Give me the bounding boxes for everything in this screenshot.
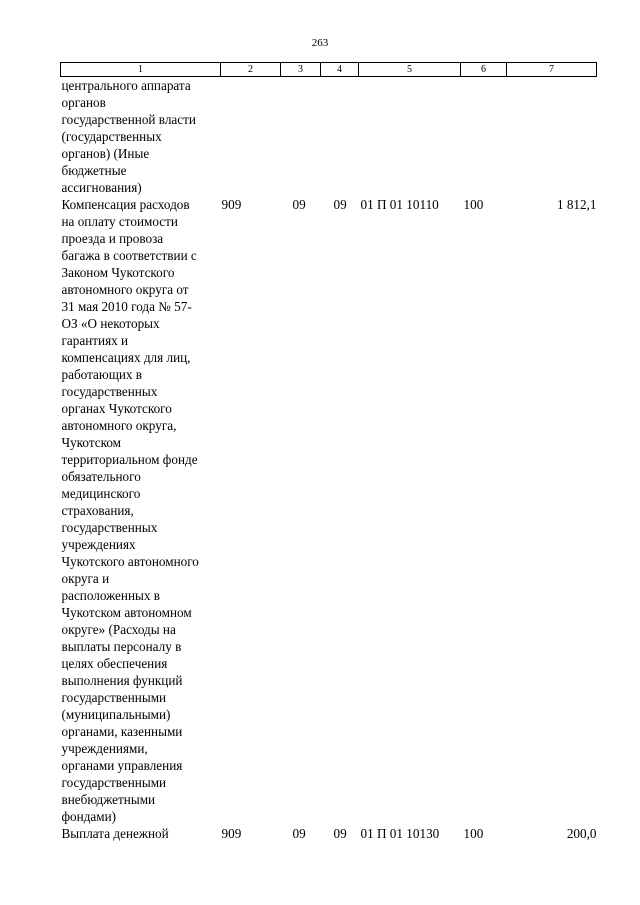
row-col-2 — [221, 77, 281, 197]
table-row — [61, 196, 597, 825]
name-line: органов) (Иные — [61, 146, 150, 161]
name-line: учреждениях — [61, 537, 136, 552]
row-col-3: 09 — [292, 197, 306, 212]
row-col-2: 909 — [221, 197, 242, 212]
name-line: органами, казенными — [61, 724, 183, 739]
name-line: государственными — [61, 775, 167, 790]
name-line: государственными — [61, 690, 167, 705]
budget-table — [60, 62, 597, 842]
row-col-4 — [321, 77, 359, 197]
table-row — [61, 825, 597, 842]
name-line: обязательного — [61, 469, 141, 484]
name-line: работающих в — [61, 367, 143, 382]
name-line: гарантиях и — [61, 333, 129, 348]
name-line: выполнения функций — [61, 673, 183, 688]
name-line: территориальном фонде — [61, 452, 198, 467]
header-col-4: 4 — [321, 63, 359, 77]
header-col-5: 5 — [359, 63, 461, 77]
name-line: государственной власти — [61, 112, 196, 127]
name-line: органах Чукотского — [61, 401, 172, 416]
row-col-3 — [281, 77, 321, 197]
name-line: (муниципальными) — [61, 707, 171, 722]
name-line: Законом Чукотского — [61, 265, 175, 280]
name-line: ОЗ «О некоторых — [61, 316, 160, 331]
name-line: бюджетные — [61, 163, 127, 178]
row-amount: 200,0 — [566, 826, 597, 841]
name-line: центрального аппарата — [61, 78, 191, 93]
header-col-6: 6 — [461, 63, 507, 77]
row-col-5 — [359, 77, 461, 197]
header-row — [61, 63, 597, 77]
name-line: медицинского — [61, 486, 141, 501]
name-line: на оплату стоимости — [61, 214, 178, 229]
row-amount — [507, 77, 597, 197]
name-line: проезда и провоза — [61, 231, 164, 246]
name-line: 31 мая 2010 года № 57- — [61, 299, 192, 314]
row-col-6: 100 — [463, 197, 484, 212]
name-line: органов — [61, 95, 106, 110]
name-line: Выплата денежной — [61, 826, 169, 841]
name-line: Компенсация расходов — [61, 197, 190, 212]
name-line: Чукотского автономного — [61, 554, 199, 569]
page-number: 263 — [311, 37, 329, 49]
name-line: государственных — [61, 384, 158, 399]
row-col-5: 01 П 01 10130 — [360, 826, 440, 841]
table-row — [61, 77, 597, 197]
row-col-3: 09 — [292, 826, 306, 841]
name-line: автономного округа, — [61, 418, 177, 433]
name-line: автономного округа от — [61, 282, 189, 297]
name-line: ассигнования) — [61, 180, 142, 195]
table-body — [61, 77, 597, 843]
row-name — [61, 825, 221, 842]
name-line: целях обеспечения — [61, 656, 168, 671]
header-col-1: 1 — [61, 63, 221, 77]
row-col-6: 100 — [463, 826, 484, 841]
name-line: (государственных — [61, 129, 162, 144]
name-line: Чукотском — [61, 435, 122, 450]
name-line: органами управления — [61, 758, 183, 773]
name-line: округе» (Расходы на — [61, 622, 176, 637]
name-line: багажа в соответствии с — [61, 248, 197, 263]
name-line: внебюджетными — [61, 792, 156, 807]
name-line: расположенных в — [61, 588, 161, 603]
name-line: учреждениями, — [61, 741, 148, 756]
header-col-3: 3 — [281, 63, 321, 77]
name-line: выплаты персоналу в — [61, 639, 182, 654]
row-col-4: 09 — [333, 826, 347, 841]
row-col-4: 09 — [333, 197, 347, 212]
header-col-2: 2 — [221, 63, 281, 77]
table-header — [61, 63, 597, 77]
row-name — [61, 196, 221, 825]
row-col-5: 01 П 01 10110 — [360, 197, 439, 212]
row-name — [61, 77, 221, 197]
row-col-6 — [461, 77, 507, 197]
name-line: страхования, — [61, 503, 134, 518]
row-amount: 1 812,1 — [556, 197, 597, 212]
header-col-7: 7 — [507, 63, 597, 77]
name-line: государственных — [61, 520, 158, 535]
name-line: округа и — [61, 571, 110, 586]
name-line: компенсациях для лиц, — [61, 350, 191, 365]
name-line: Чукотском автономном — [61, 605, 192, 620]
name-line: фондами) — [61, 809, 117, 824]
row-col-2: 909 — [221, 826, 242, 841]
